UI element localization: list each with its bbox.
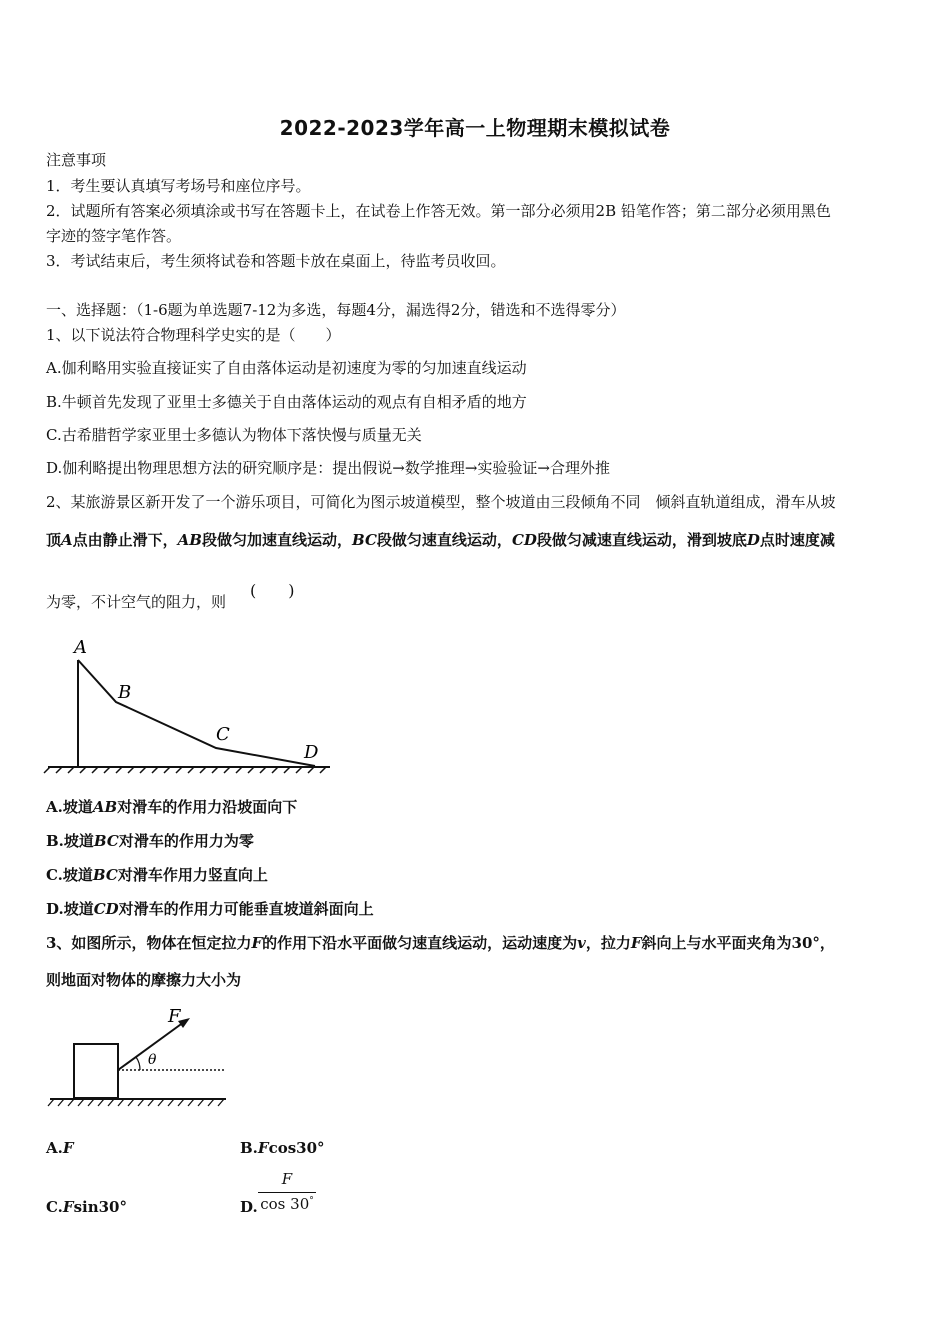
text-span: 段做匀减速直线运动，滑到坡底 [536,531,747,549]
fraction-f-over-cos30 [258,1170,316,1215]
option-letter: D. [46,900,64,918]
option-text: 对滑车的作用力为零 [118,832,254,850]
slope-diagram [40,630,340,780]
answer-parentheses: ( ) [250,581,295,600]
option-letter: A. [46,1139,63,1157]
text-span: 点时速度减 [759,531,835,549]
ground-hatching [48,1099,224,1106]
question-2-line-3: 为零，不计空气的阻力，则 [46,593,227,611]
notice-item: 1．考生要认真填写考场号和座位序号。 [46,177,311,195]
option-var: F [257,1139,269,1157]
option-var: BC [92,866,118,884]
var-f: F [630,934,642,952]
notice-heading: 注意事项 [46,151,107,169]
segment-bc: BC [352,531,377,549]
option-text: 坡道 [63,832,94,850]
text-span: 的作用下沿水平面做匀速直线运动，运动速度为 [262,934,578,952]
option-text: 对滑车的作用力沿坡面向下 [117,798,298,816]
cos-text: cos 30 [260,1195,310,1213]
option-text: 坡道 [62,866,93,884]
label-force: F [168,1006,181,1027]
text-span: 3、如图所示，物体在恒定拉力 [46,934,252,952]
option-var: F [62,1139,74,1157]
question-2-option-d [46,899,374,919]
text-span: 斜向上与水平面夹角为30°， [641,934,835,952]
var-v: v [577,934,586,952]
question-1-option-c: C.古希腊哲学家亚里士多德认为物体下落快慢与质量无关 [46,426,422,444]
question-2-line-2 [46,530,835,550]
question-3-line-1 [46,933,835,953]
notice-item: 2．试题所有答案必须填涂或书写在答题卡上，在试卷上作答无效。第一部分必须用2B 铅笔作答；第二部分必须用黑色 [46,202,831,220]
question-2-option-c [46,865,268,885]
option-text: 坡道 [62,798,93,816]
option-text: 坡道 [63,900,94,918]
point-a: A [61,531,73,549]
label-angle: θ [148,1052,157,1068]
question-2-line-1: 2、某旅游景区新开发了一个游乐项目，可简化为图示坡道模型，整个坡道由三段倾角不同 倾斜直轨道组成，滑车从坡 [46,493,836,511]
option-var: F [62,1198,74,1216]
option-var: CD [93,900,119,918]
text-span: 顶 [46,531,62,549]
force-diagram [44,1000,244,1115]
option-letter: A. [46,798,63,816]
label-a: A [74,637,87,658]
option-letter: B. [46,832,64,850]
question-3-option-a [46,1138,74,1158]
question-2-option-b [46,831,254,851]
point-d: D [746,531,760,549]
segment-cd: CD [511,531,537,549]
label-b: B [118,682,132,703]
question-2-option-a [46,797,297,817]
option-text: cos30° [268,1139,325,1157]
label-d: D [304,742,319,763]
option-text: 对滑车的作用力可能垂直坡道斜面向上 [118,900,374,918]
text-span: 点由静止滑下， [72,531,178,549]
fraction-bar [258,1192,316,1193]
question-3-line-2: 则地面对物体的摩擦力大小为 [46,971,242,989]
block [74,1044,118,1098]
notice-item: 字迹的签字笔作答。 [46,227,182,245]
segment-ab: AB [177,531,202,549]
option-letter: C. [46,1198,63,1216]
option-letter: B. [240,1139,258,1157]
question-1-option-b: B.牛顿首先发现了亚里士多德关于自由落体运动的观点有自相矛盾的地方 [46,393,527,411]
option-letter: C. [46,866,63,884]
option-var: AB [92,798,118,816]
degree-sign: ° [309,1196,314,1206]
exam-title: 2022-2023学年高一上物理期末模拟试卷 [279,116,671,140]
angle-arc [136,1057,140,1070]
question-1-option-d: D.伽利略提出物理思想方法的研究顺序是：提出假说→数学推理→实验验证→合理外推 [46,459,610,477]
question-3-option-b [240,1138,325,1158]
question-3-option-c [46,1197,127,1217]
question-1-option-a: A.伽利略用实验直接证实了自由落体运动是初速度为零的匀加速直线运动 [46,359,527,377]
text-span: ，拉力 [585,934,631,952]
slope-track [78,660,315,766]
option-text: sin30° [73,1198,127,1216]
label-c: C [216,724,230,745]
question-3-option-d: D. [240,1198,258,1216]
section-heading: 一、选择题：（1-6题为单选题7-12为多选，每题4分，漏选得2分，错选和不选得零分） [46,301,626,319]
option-text: 对滑车作用力竖直向上 [117,866,268,884]
fraction-numerator: F [281,1170,293,1188]
text-span: 段做匀速直线运动， [376,531,512,549]
var-f: F [251,934,263,952]
fraction-denominator [258,1195,316,1215]
notice-item: 3．考试结束后，考生须将试卷和答题卡放在桌面上，待监考员收回。 [46,252,506,270]
text-span: 段做匀加速直线运动， [202,531,353,549]
option-var: BC [93,832,119,850]
question-1-stem: 1、以下说法符合物理科学史实的是（ ） [46,326,341,344]
